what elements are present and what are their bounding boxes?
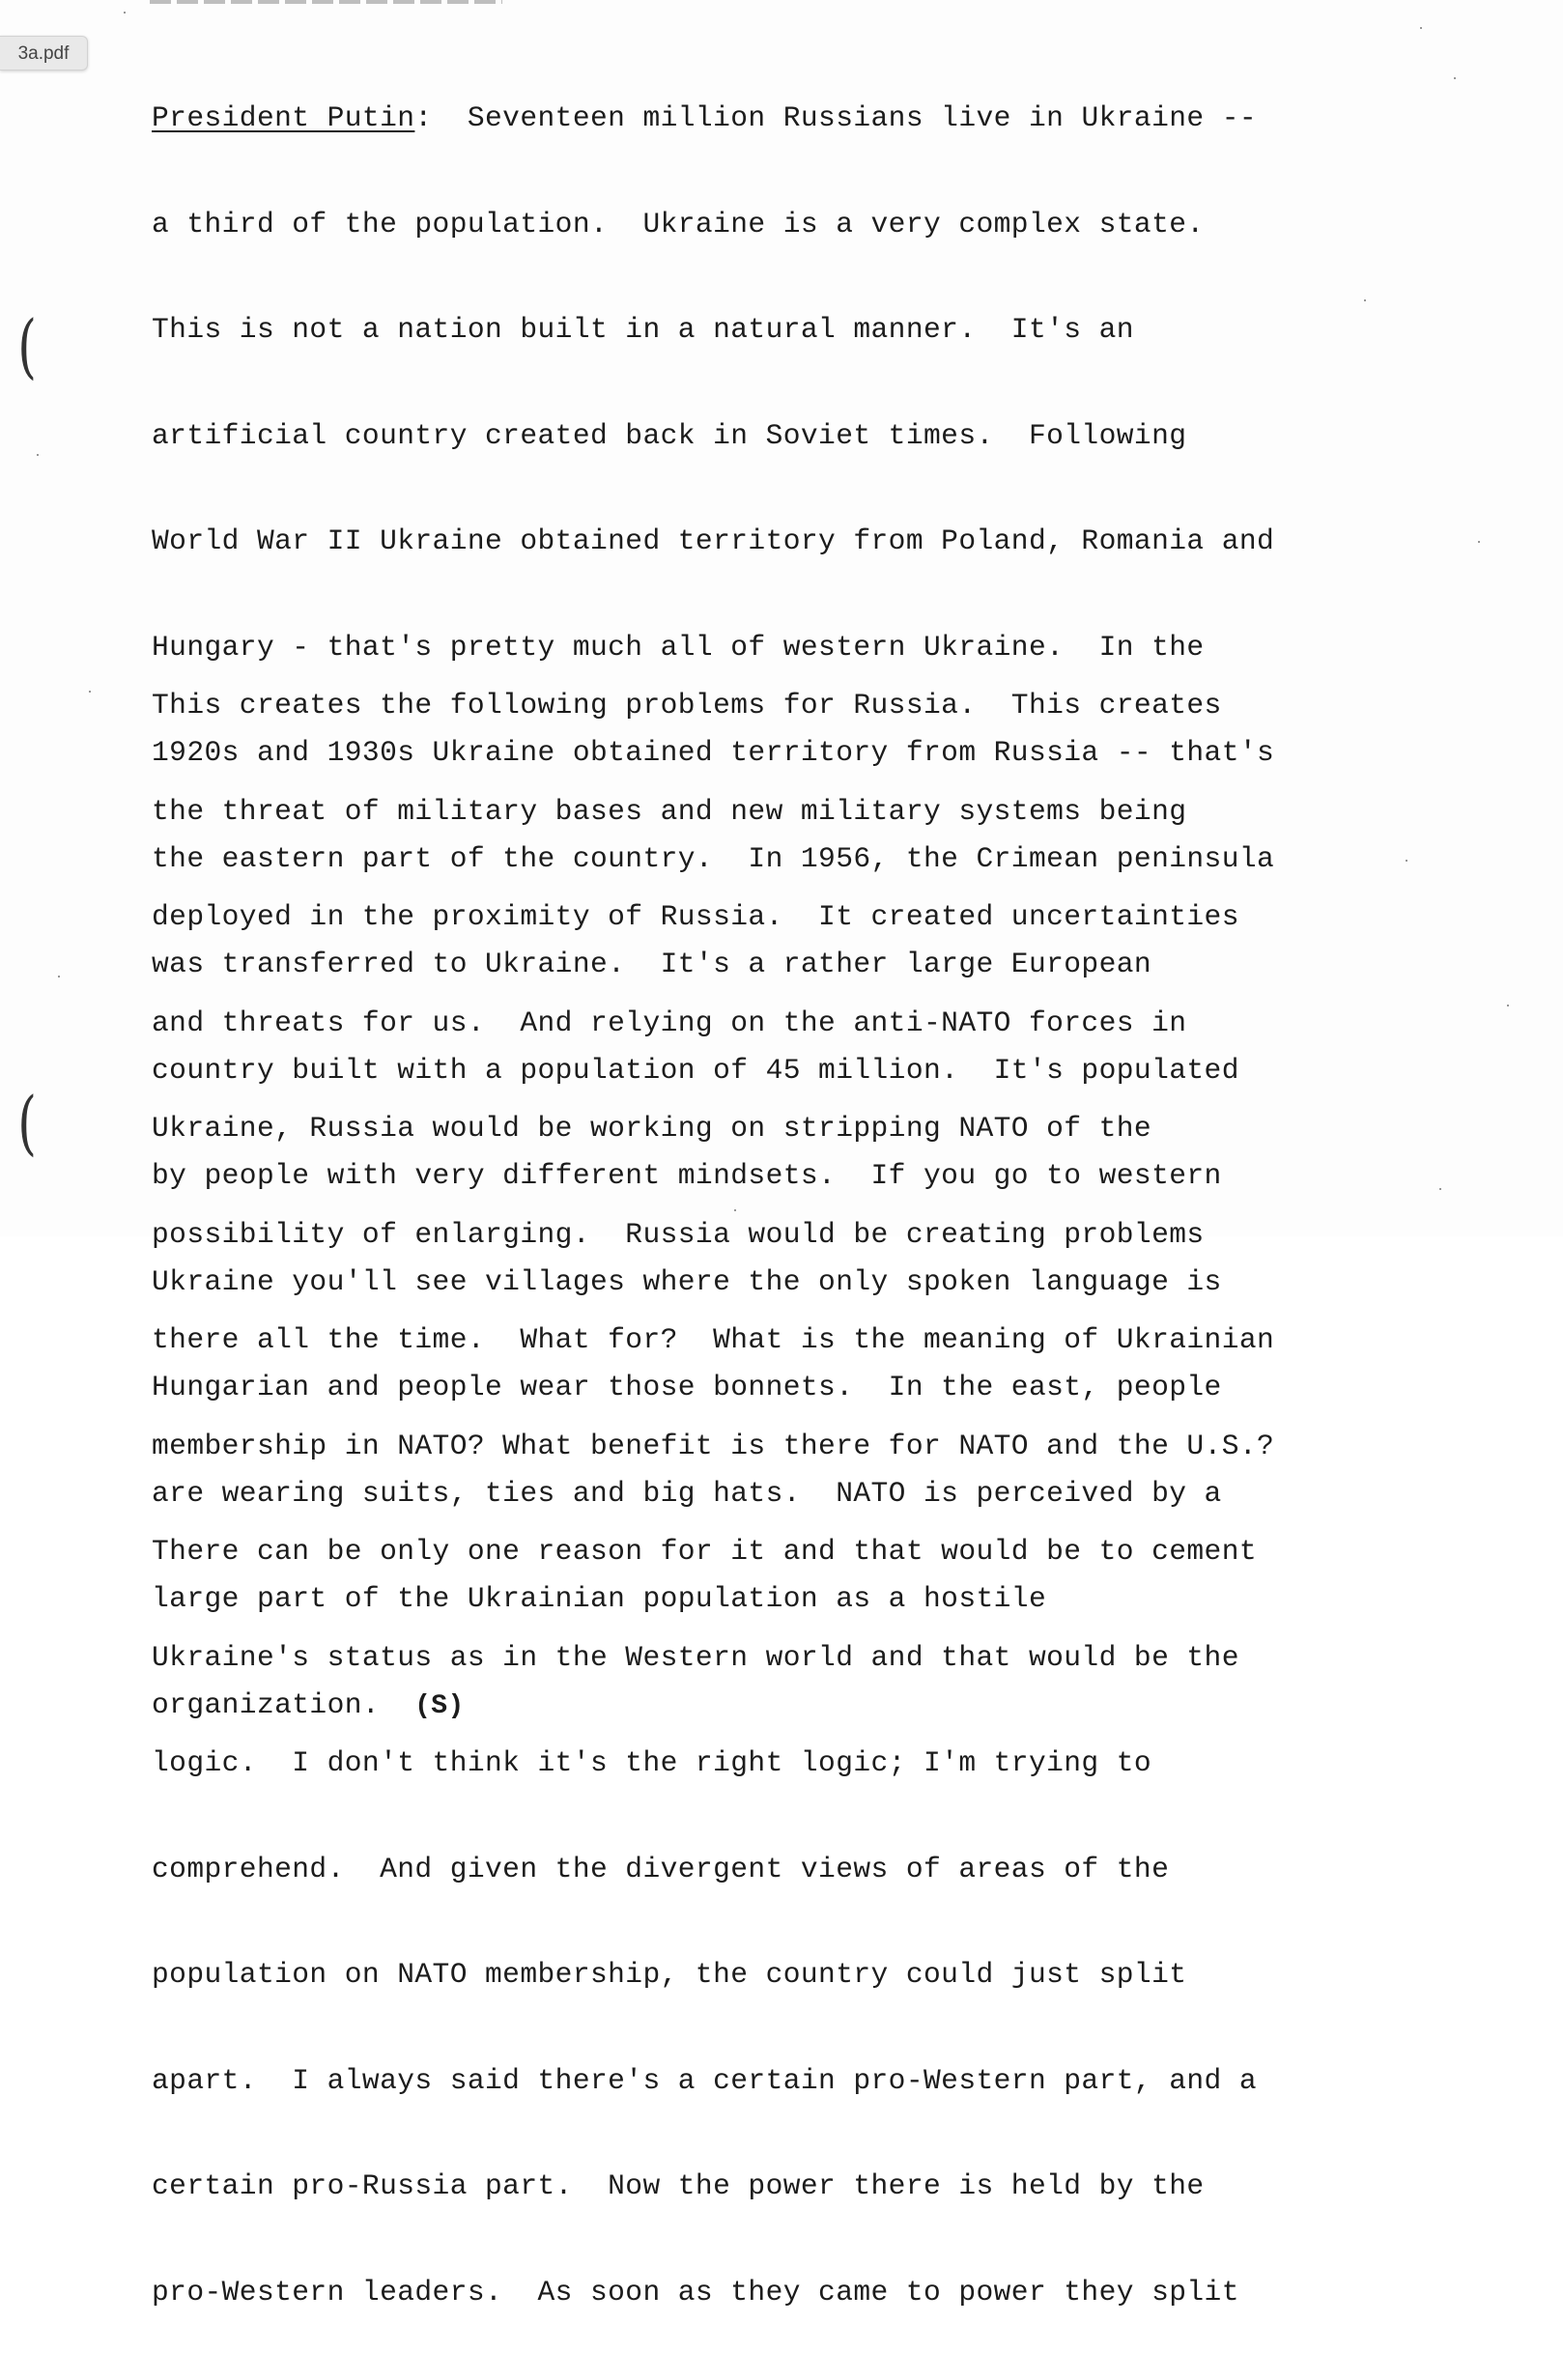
text-line: There can be only one reason for it and that would be to cement bbox=[152, 1535, 1258, 1568]
text-line: large part of the Ukrainian population as a hostile bbox=[152, 1582, 1047, 1615]
scan-speck bbox=[1406, 860, 1407, 862]
text-line-rest: : Seventeen million Russians live in Ukraine -- bbox=[414, 101, 1258, 134]
scan-speck bbox=[37, 454, 39, 456]
scan-speck bbox=[1420, 27, 1422, 29]
margin-bracket-mark: ( bbox=[17, 305, 37, 386]
margin-bracket-mark: ( bbox=[17, 1082, 37, 1163]
text-line: Ukraine you'll see villages where the only spoken language is bbox=[152, 1264, 1222, 1298]
text-line: This is not a nation built in a natural manner. It's an bbox=[152, 313, 1134, 346]
text-line: This creates the following problems for Russia. This creates bbox=[152, 689, 1222, 722]
text-line bbox=[152, 100, 1369, 136]
text-line: apart. I always said there's a certain pro-Western part, and a bbox=[152, 2063, 1258, 2097]
speaker-name: President Putin bbox=[152, 101, 415, 134]
text-line: comprehend. And given the divergent views of areas of the bbox=[152, 1852, 1170, 1885]
text-line: logic. I don't think it's the right logic; I'm trying to bbox=[152, 1746, 1152, 1779]
text-line: country built with a population of 45 million. It's populated bbox=[152, 1053, 1239, 1087]
text-line: the threat of military bases and new military systems being bbox=[152, 794, 1187, 828]
text-line: World War II Ukraine obtained territory from Poland, Romania and bbox=[152, 524, 1275, 557]
text-line: population on NATO membership, the country could just split bbox=[152, 1958, 1187, 1991]
cropped-previous-line bbox=[150, 0, 502, 4]
text-line: possibility of enlarging. Russia would be creating problems bbox=[152, 1217, 1205, 1251]
text-line: are wearing suits, ties and big hats. NATO is perceived by a bbox=[152, 1476, 1222, 1510]
scan-speck bbox=[1507, 1005, 1509, 1006]
file-name-tab[interactable]: 3a.pdf bbox=[0, 36, 88, 71]
text-line: membership in NATO? What benefit is there for NATO and the U.S.? bbox=[152, 1429, 1275, 1462]
classification-mark: (S) bbox=[414, 1690, 465, 1721]
paragraph-2 bbox=[152, 617, 1369, 2380]
text-line: there all the time. What for? What is the meaning of Ukrainian bbox=[152, 1323, 1275, 1356]
text-line: 1920s and 1930s Ukraine obtained territory from Russia -- that's bbox=[152, 736, 1275, 769]
text-line: by people with very different mindsets. If you go to western bbox=[152, 1159, 1222, 1192]
text-line: the eastern part of the country. In 1956, the Crimean peninsula bbox=[152, 841, 1275, 875]
text-line: Ukraine, Russia would be working on stripping NATO of the bbox=[152, 1112, 1152, 1145]
scan-speck bbox=[1364, 299, 1366, 301]
text-line-end: organization. bbox=[152, 1687, 381, 1721]
text-line: and threats for us. And relying on the anti-NATO forces in bbox=[152, 1006, 1187, 1039]
text-line: Ukraine's status as in the Western world and that would be the bbox=[152, 1640, 1239, 1674]
scan-speck bbox=[1478, 541, 1480, 543]
scan-speck bbox=[89, 691, 91, 693]
text-line: Hungary - that's pretty much all of western Ukraine. In the bbox=[152, 630, 1205, 664]
text-line: pro-Western leaders. As soon as they came to power they split bbox=[152, 2275, 1239, 2309]
text-line: artificial country created back in Soviet times. Following bbox=[152, 418, 1187, 452]
text-line: certain pro-Russia part. Now the power there is held by the bbox=[152, 2169, 1205, 2202]
scan-speck bbox=[58, 976, 60, 978]
scan-speck bbox=[734, 1209, 736, 1211]
text-line: deployed in the proximity of Russia. It created uncertainties bbox=[152, 900, 1239, 933]
scan-speck bbox=[124, 12, 126, 14]
text-line: was transferred to Ukraine. It's a rather large European bbox=[152, 948, 1152, 980]
scan-speck bbox=[1439, 1188, 1441, 1190]
text-line: Hungarian and people wear those bonnets. In the east, people bbox=[152, 1371, 1222, 1403]
scan-speck bbox=[1454, 77, 1456, 79]
text-line: a third of the population. Ukraine is a very complex state. bbox=[152, 207, 1205, 241]
